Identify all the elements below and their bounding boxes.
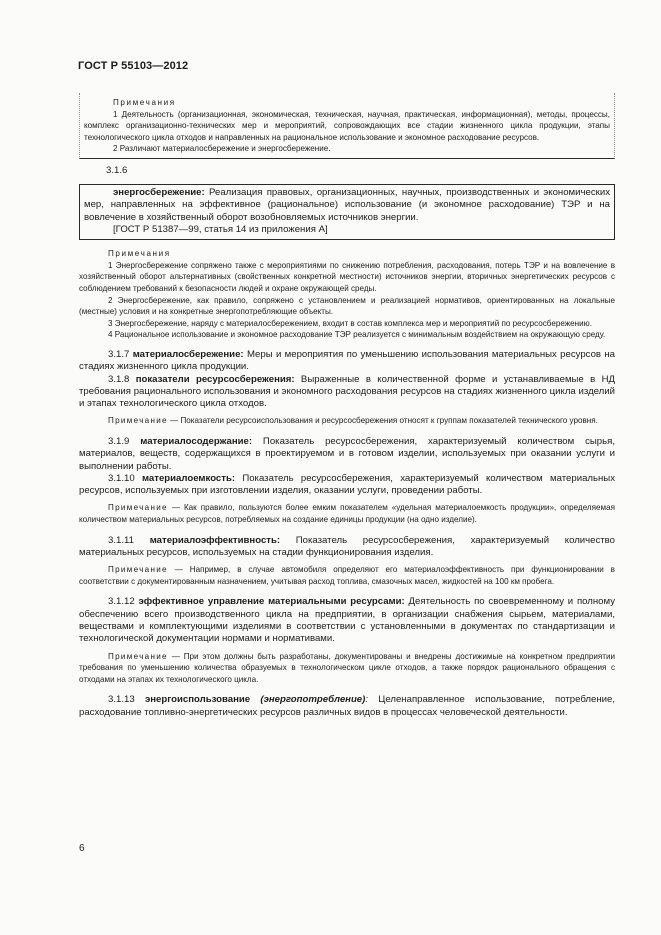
section-number: 3.1.12 [108, 596, 135, 608]
section-3-1-9 [79, 436, 615, 473]
note-text: — Например, в случае автомобиля определяют его материалоэффективность при функционировании в соответствии с документированным назначением, учитывая расход топлива, смазочных масел, жидкостей на 100 км пробега. [79, 565, 615, 586]
note-label: Примечание [108, 416, 168, 426]
section-3-1-12 [79, 596, 615, 645]
note-label: Примечание [108, 503, 168, 513]
section-number: 3.1.11 [108, 534, 134, 546]
term-definition: Выраженные в количественной форме и устанавливаемые в НД требования рационального использования и экономного расходования ресурсов на стадиях жизненного цикла изделий и этапах технологического цикла отходов. [79, 373, 615, 410]
notes-title: Примечания [113, 98, 176, 107]
term-colon: : [365, 694, 369, 706]
section-3-1-11 [79, 535, 615, 560]
term-definition-3-1-6 [84, 187, 610, 224]
section-3-1-8 [79, 374, 615, 411]
note-3: 3 Энергосбережение, наряду с материалосбережением, входит в состав комплекса мер и мероприятий по ресурсосбережению. [108, 318, 592, 328]
term-definition: Деятельность по своевременному и полному обеспечению всего производственного цикла на предприятии, в организации снабжения сырьем, материалами, веществами и комплектующими изделиями в соответствии с установленными в документах по стандартизации и технологической документации нормами и нормативами. [79, 596, 615, 645]
document-code-header: ГОСТ Р 55103—2012 [78, 60, 189, 72]
term-definition: Реализация правовых, организационных, научных, производственных и экономических мер, направленных на эффективное (рациональное) использование (и экономное расходование) ТЭР и на вовлечение в хозяйственный оборот возобновляемых источников энергии. [84, 186, 610, 223]
note-3-1-8 [79, 415, 615, 427]
section-number: 3.1.8 [108, 373, 130, 385]
term-name: показатели ресурсосбережения: [135, 373, 295, 385]
note-1: 1 Деятельность (организационная, экономическая, техническая, научная, практическая, информационная), методы, процессы, комплекс организационно-технических мер и мероприятий, сопровождающих все стадии жизненного цикла продукции, этапы технологического цикла отходов и направленных на рациональное использование и экономное расходование ресурсов. [84, 109, 610, 142]
note-3-1-12 [79, 651, 615, 686]
term-name: материалоемкость: [141, 472, 236, 484]
note-3-1-11 [79, 564, 615, 587]
section-3-1-6-number: 3.1.6 [106, 164, 128, 176]
section-3-1-7 [79, 349, 615, 374]
note-2: 2 Различают материалосбережение и энергосбережение. [113, 144, 331, 154]
term-definition: Показатель ресурсосбережения, характеризуемый количеством материальных ресурсов, используемых при изготовлении изделия, оказании услуги, проведении работы. [79, 472, 615, 497]
section-number: 3.1.13 [108, 694, 135, 706]
note-label: Примечание [108, 651, 168, 661]
section-3-1-13 [79, 694, 615, 719]
note-4: 4 Рациональное использование и экономное расходование ТЭР реализуется с минимальным воздействием на окружающую среду. [108, 330, 606, 340]
note-text: — Показатели ресурсоиспользования и ресурсосбережения относят к группам показателей технического уровня. [167, 416, 598, 426]
note-text: — Как правило, пользуются более емким показателем «удельная материалоемкость продукции», определяемая количеством материальных ресурсов, потребляемых на создание единицы продукции (на одно изделие). [79, 503, 615, 525]
term-definition: Меры и мероприятия по уменьшению использования материальных ресурсов на стадиях жизненного цикла продукции. [79, 348, 615, 373]
page-content [79, 93, 615, 719]
term-definition: Показатель ресурсосбережения, характеризуемый количеством сырья, материалов, веществ, содержащихся в проектируемом и в готовом изделии, используемых при оказании услуги и выполнении работы. [79, 435, 615, 472]
term-name: энергоиспользование [144, 694, 251, 706]
note-label: Примечание [108, 565, 168, 575]
section-number: 3.1.10 [108, 472, 135, 484]
term-name-italic: (энергопотребление) [260, 694, 366, 706]
section-number: 3.1.7 [108, 348, 130, 360]
notes-title: Примечания [108, 249, 171, 259]
term-reference: [ГОСТ Р 51387—99, статья 14 из приложения А] [113, 223, 328, 235]
top-notes-block [79, 93, 615, 159]
term-name: эффективное управление материальными ресурсами: [138, 596, 405, 608]
notes-3-1-6 [79, 248, 615, 341]
note-1: 1 Энергосбережение сопряжено также с мероприятиями по снижению потребления, расходования, потерь ТЭР и на вовлечение в хозяйственный оборот альтернативных (свойственных конкретной местности) источников энергии, вторичных энергетических ресурсов с соблюдением требований к безопасности людей и охране окружающей среды. [79, 260, 615, 293]
section-number: 3.1.9 [108, 435, 130, 447]
note-3-1-10 [79, 502, 615, 525]
note-2: 2 Энергосбережение, как правило, сопряжено с установлением и реализацией нормативов, ориентированных на локальные (местные) условия и на конкретные энергопотребляющие объекты. [79, 295, 615, 317]
term-name: материалосбережение: [132, 348, 244, 360]
term-name: материалоэффективность: [149, 534, 281, 546]
section-3-1-10 [79, 473, 615, 498]
note-text: — При этом должны быть разработаны, документированы и внедрены достижимые на конкретном предприятии требования по уменьшению количества образуемых в технологическом цикле отходов, а также порядок рационального обращения с отходами на этапах их технологического цикла. [79, 651, 615, 684]
term-definition: Целенаправленное использование, потребление, расходование топливно-энергетических ресурсов различных видов в процессах человеческой деятельности. [79, 694, 615, 718]
page-number: 6 [79, 843, 85, 854]
term-definition: Показатель ресурсосбережения, характеризуемый количество материальных ресурсов, используемых на стадии функционирования изделия. [79, 534, 615, 558]
term-box-energy-saving [79, 184, 615, 240]
term-name: энергосбережение: [113, 186, 205, 198]
term-name: материалосодержание: [140, 435, 253, 447]
